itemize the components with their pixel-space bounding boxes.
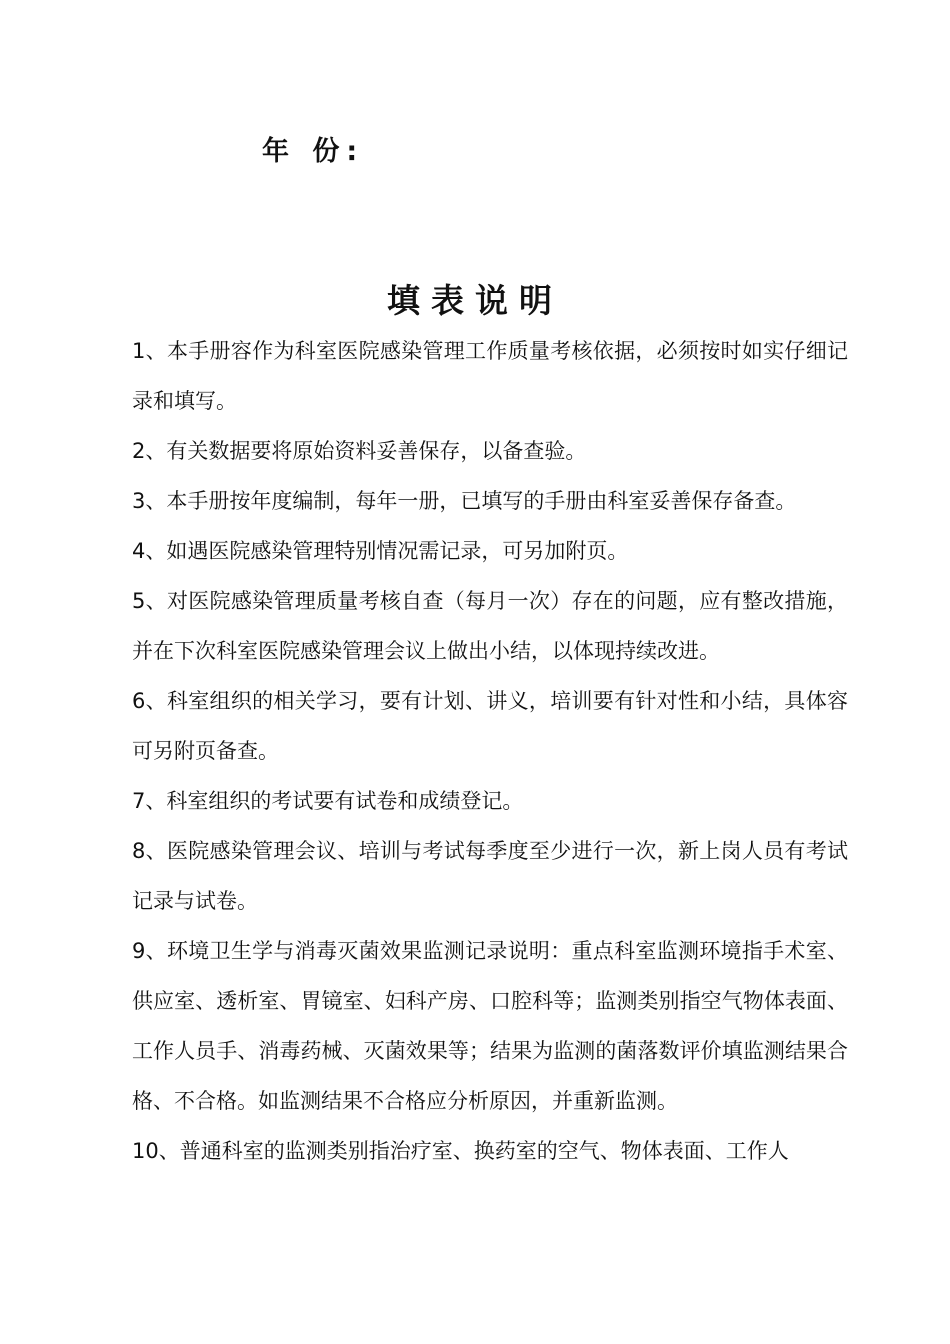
page-title: 填表说明 [387, 281, 563, 320]
instruction-item: 10、普通科室的监测类别指治疗室、换药室的空气、物体表面、工作人 [132, 1139, 789, 1163]
instruction-item: 7、科室组织的考试要有试卷和成绩登记。 [132, 789, 524, 813]
instruction-item: 1、本手册容作为科室医院感染管理工作质量考核依据，必须按时如实仔细记录和填写。 [132, 339, 848, 413]
instruction-item: 3、本手册按年度编制，每年一册，已填写的手册由科室妥善保存备查。 [132, 489, 797, 513]
instruction-item: 4、如遇医院感染管理特别情况需记录，可另加附页。 [132, 539, 629, 563]
instruction-item: 8、医院感染管理会议、培训与考试每季度至少进行一次，新上岗人员有考试记录与试卷。 [132, 839, 848, 913]
instruction-item: 2、有关数据要将原始资料妥善保存，以备查验。 [132, 439, 587, 463]
year-label: 年 份: [262, 136, 365, 167]
instruction-item: 5、对医院感染管理质量考核自查（每月一次）存在的问题，应有整改措施，并在下次科室医院感染管理会议上做出小结，以体现持续改进。 [132, 589, 848, 663]
instruction-item: 9、环境卫生学与消毒灭菌效果监测记录说明：重点科室监测环境指手术室、供应室、透析室、胃镜室、妇科产房、口腔科等；监测类别指空气物体表面、工作人员手、消毒药械、灭菌效果等；结果为监测的菌落数评价填监测结果合格、不合格。如监测结果不合格应分析原因，并重新监测。 [132, 939, 848, 1113]
instruction-item: 6、科室组织的相关学习，要有计划、讲义，培训要有针对性和小结，具体容可另附页备查。 [132, 689, 848, 763]
instruction-list [132, 326, 848, 1176]
